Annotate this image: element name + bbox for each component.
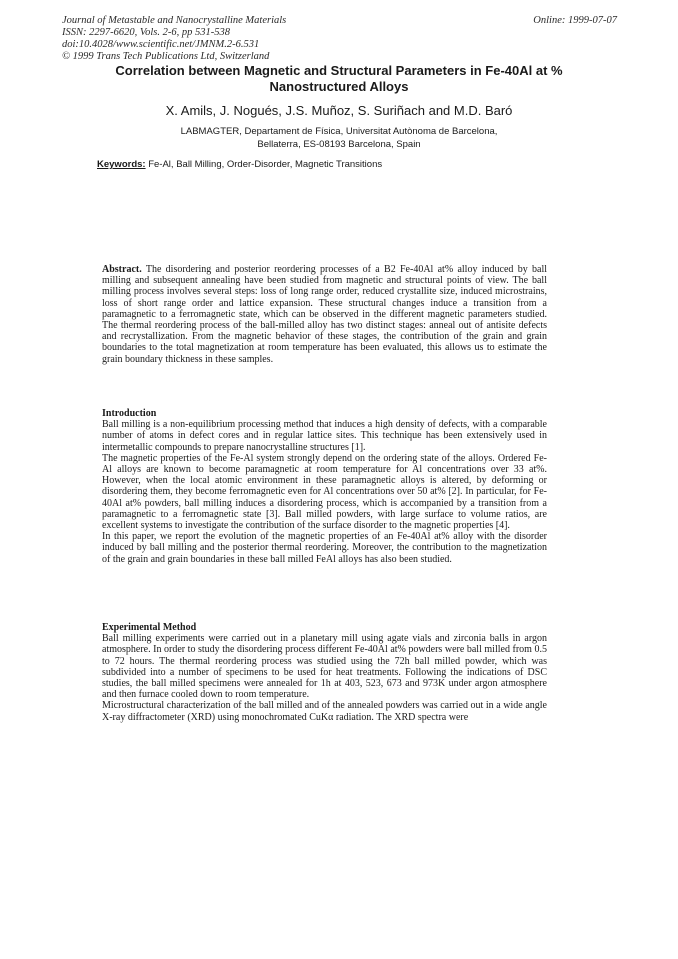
keywords — [97, 159, 382, 171]
intro-paragraph-1: Ball milling is a non-equilibrium processing method that induces a high density of defects, with a comparable number of atoms in defect cores and in regular lattice sites. This technique has been extensively used in intermetallic compounds to prepare nanocrystalline structures [1]. — [102, 419, 547, 453]
journal-header — [62, 15, 286, 63]
introduction-section — [102, 408, 547, 565]
keywords-text: Fe-Al, Ball Milling, Order-Disorder, Magnetic Transitions — [145, 159, 383, 170]
title-line-2: Nanostructured Alloys — [269, 79, 409, 94]
online-date: Online: 1999-07-07 — [533, 15, 617, 26]
experimental-heading: Experimental Method — [102, 622, 197, 633]
journal-doi: doi:10.4028/www.scientific.net/JMNM.2-6.531 — [62, 39, 260, 50]
journal-name: Journal of Metastable and Nanocrystalline Materials — [62, 15, 287, 26]
affiliation-line-2: Bellaterra, ES-08193 Barcelona, Spain — [257, 139, 421, 150]
keywords-label: Keywords: — [97, 159, 146, 170]
abstract — [102, 264, 547, 365]
paper-title — [62, 63, 616, 95]
experimental-section — [102, 622, 547, 723]
experimental-paragraph-2: Microstructural characterization of the ball milled and of the annealed powders was carried out in a wide angle X-ray diffractometer (XRD) using monochromated CuKα radiation. The XRD spectra were — [102, 700, 547, 723]
experimental-paragraph-1: Ball milling experiments were carried out in a planetary mill using agate vials and zirconia balls in argon atmosphere. In order to study the disordering process different Fe-40Al at% powders were ball milled from 0.5 to 72 hours. The thermal reordering process was studied using the 72h ball milled powder, which was subdivided into a number of specimens to be used for heat treatments. Following the indications of DSC studies, the ball milled specimens were annealed for 1h at 403, 523, 673 and 973K under argon atmosphere and then furnace cooled down to room temperature. — [102, 633, 547, 701]
abstract-label: Abstract. — [102, 264, 142, 275]
affiliation — [62, 125, 616, 151]
introduction-heading: Introduction — [102, 408, 157, 419]
authors: X. Amils, J. Nogués, J.S. Muñoz, S. Suriñach and M.D. Baró — [165, 103, 513, 118]
abstract-text: The disordering and posterior reordering processes of a B2 Fe-40Al at% alloy induced by ball milling and subsequent annealing have been studied from magnetic and structural points of view. The ball milling process involves several steps: loss of long range order, reduced crystallite size, induced microstrains, loss of short range order and lattice expansion. These structural changes induce a transition from a paramagnetic to a ferromagnetic state, which can be observed in the different magnetic parameters studied. The thermal reordering process of the ball-milled alloy has two distinct stages: anneal out of antisite defects and recrystallization. From the magnetic behavior of these stages, the contribution of the grain and grain boundaries to the total magnetization at room temperature has been evaluated, this allows us to estimate the grain boundary thickness in these samples. — [102, 264, 547, 365]
affiliation-line-1: LABMAGTER, Departament de Física, Universitat Autònoma de Barcelona, — [180, 126, 498, 137]
intro-paragraph-2: The magnetic properties of the Fe-Al system strongly depend on the ordering state of the alloys. Ordered Fe-Al alloys are known to become paramagnetic at room temperature for Al concentrations over 33 at%. However, when the local atomic environment in these paramagnetic alloys is altered, by deforming or disordering them, they become ferromagnetic even for Al concentrations over 50 at% [2]. In particular, for Fe-40Al at% powders, ball milling induces a disordering process, which is accompanied by a transition from a paramagnetic to a ferromagnetic state [3]. Ball milled powders, with large surface to volume ratios, are excellent systems to investigate the contribution of the surface disorder to the magnetic properties [4]. — [102, 452, 547, 532]
journal-issn: ISSN: 2297-6620, Vols. 2-6, pp 531-538 — [62, 27, 230, 38]
title-line-1: Correlation between Magnetic and Structural Parameters in Fe-40Al at % — [115, 63, 563, 78]
journal-copyright: © 1999 Trans Tech Publications Ltd, Switzerland — [62, 51, 270, 62]
intro-paragraph-3: In this paper, we report the evolution of the magnetic properties of an Fe-40Al at% alloy with the disorder induced by ball milling and the posterior thermal reordering. Moreover, the contribution to the magnetization of the grain and grain boundaries in these ball milled FeAl alloys has also been studied. — [102, 531, 547, 565]
